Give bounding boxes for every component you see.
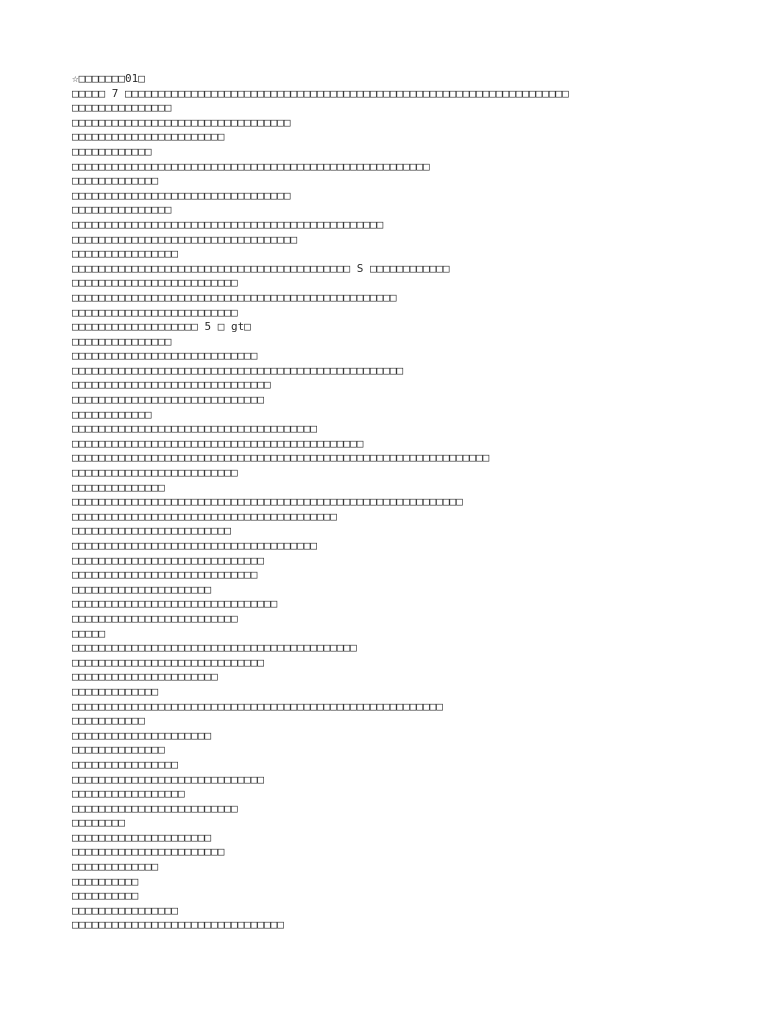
- text-line: □□□□□□□□□□□□□□□□□□□□□: [72, 830, 212, 844]
- text-line: □□□□□□□□□□□□□□□□□□□□□□□□□□□□□: [72, 655, 265, 669]
- text-line: □□□□□□□□□□□□□□□□□□□□□□□□□□□□□□□□□□□□□□□□□□□□□□□□□□□□□□□□□□□: [72, 495, 463, 509]
- text-line: □□□□□□□□□□□□: [72, 144, 152, 158]
- text-line: □□□□□□□□□□□□□□□□□□□□□□□□□□□□□□□□□: [72, 115, 291, 129]
- text-line: □□□□□□□□□□□□□□□: [72, 101, 172, 115]
- text-line: □□□□□□□□□□□□□□□□□□□ 5 □ gt□: [72, 320, 251, 334]
- text-line: □□□□□□□□□□□□□□□□□□□□□□□□□□□□□□□□□□□□□: [72, 539, 318, 552]
- text-line: □□□□□□□□□□□□□□□□□□□□□□□□□□□□□□□□□□□□□□□□□□□□□□□□□□□□□□: [72, 159, 430, 173]
- text-line: □□□□□□□□□□□□□□□□□□□□□□□□□: [72, 276, 238, 290]
- text-line: □□□□□□□□□□□□□□□□□□□□□□□□□□□□□□□□□□□□□□□□□□□□□□□□□□□□□□□□□□□□□□□: [72, 451, 490, 465]
- text-line: □□□□□□□□□□□□□□□□□□□□□□□: [72, 130, 225, 144]
- text-line: □□□□□□□□□□□□□□□□□□□□□□□□□□□□□□□: [72, 597, 278, 611]
- text-line: □□□□□□□□□□□□□□□□□□□□□□□□□□□□□: [72, 393, 265, 407]
- text-line: □□□□□□□□□□□□□□□□□□□□□□□□□□□□: [72, 349, 258, 363]
- text-line: □□□□□□□□□□□□□□□□□□□□□□□□□: [72, 466, 238, 480]
- text-line: □□□□□ 7 □□□□□□□□□□□□□□□□□□□□□□□□□□□□□□□□□□□□□□□□□□□□□□□□□□□□□□□□□□□□□□□□□□□: [72, 86, 569, 100]
- text-line: □□□□□□□□□□□□□□□□□□□□□□□□□□□□□: [72, 772, 265, 786]
- text-line: □□□□□□□□□□□□□□□□: [72, 903, 178, 917]
- text-line: □□□□□□□□□□□□□□□□□: [72, 787, 185, 801]
- text-line: □□□□□□□□□□□□□□□□□□□□□: [72, 582, 212, 596]
- text-line: □□□□□□□□□□□□□: [72, 860, 159, 874]
- text-line: □□□□□□□□□□□□□□□□□□□□□□□: [72, 845, 225, 859]
- text-line: □□□□□□□□□□□□□□□□□□□□□□□□□□□□□: [72, 553, 265, 567]
- text-line: □□□□□□□□□□□□□□□□: [72, 757, 178, 771]
- text-line: □□□□□□□□□□□□□□□□□□□□□□□□□: [72, 611, 238, 625]
- text-line: □□□□□□□□□□□□□□□□□□□□□□: [72, 670, 218, 684]
- text-line: □□□□□□□□□□□□□□□□□□□□□□□□: [72, 524, 231, 538]
- text-line: □□□□□□□□□□□□□□□□□□□□□□□□□: [72, 305, 238, 319]
- text-line: □□□□□□□□: [72, 816, 125, 830]
- text-line: □□□□□□□□□□□□□□□□□□□□□□□□□□□□□□□□□□□□□□□□□□□□□□□□□: [72, 290, 397, 304]
- text-line: □□□□□□□□□□□□□□□□□□□□□□□□□□□□□□□□□□□□□□□□□□□□□□□□□□□□□□□□: [72, 699, 443, 713]
- text-line: □□□□□□□□□□□: [72, 714, 145, 728]
- text-line: □□□□□□□□□□□□□□□□□□□□□□□□□□□□□□□□□□□□□□□□□□□□: [72, 436, 364, 450]
- text-line: □□□□□□□□□□□□□□□□: [72, 247, 178, 261]
- text-line: □□□□□□□□□□□□□□□□□□□□□□□□□□□□□□□□□□□□□□□□□□□: [72, 641, 357, 655]
- text-line: □□□□□□□□□□□□□□□: [72, 334, 172, 348]
- text-line: □□□□□□□□□□: [72, 889, 139, 903]
- text-line: □□□□□□□□□□□□□□□□□□□□□□□□□□□□: [72, 568, 258, 582]
- text-line: □□□□□□□□□□□□□□□□□□□□□□□□□□□□□□□□□□: [72, 232, 298, 246]
- text-line: □□□□□□□□□□□□□□□□□□□□□□□□□□□□□□□□□□□□□□□□□□ S □□□□□□□□□□□□: [72, 261, 450, 275]
- text-line: □□□□□□□□□□□□□□□□□□□□□□□□□□□□□□□□□□□□□□□□: [72, 509, 337, 523]
- text-line: □□□□□□□□□□□□□□□□□□□□□□□□□□□□□□□□□□□□□: [72, 422, 318, 436]
- text-line: □□□□□□□□□□□□: [72, 407, 152, 421]
- text-line: ☆□□□□□□□01□: [72, 72, 145, 85]
- text-line: □□□□□□□□□□□□□□□□□□□□□: [72, 728, 212, 742]
- text-line: □□□□□□□□□□□□□□□□□□□□□□□□□□□□□□□□□: [72, 188, 291, 202]
- text-line: □□□□□□□□□□□□□□: [72, 480, 165, 494]
- text-line: □□□□□□□□□□□□□: [72, 684, 159, 698]
- text-line: □□□□□□□□□□□□□: [72, 174, 159, 188]
- text-line: □□□□□□□□□□□□□□□□□□□□□□□□□□□□□□□□: [72, 918, 284, 932]
- text-line: □□□□□□□□□□□□□□: [72, 743, 165, 757]
- text-line: □□□□□: [72, 626, 106, 640]
- text-line: □□□□□□□□□□□□□□□□□□□□□□□□□□□□□□: [72, 378, 271, 392]
- document-page: [72, 72, 712, 933]
- text-line: □□□□□□□□□□: [72, 874, 139, 888]
- text-line: □□□□□□□□□□□□□□□□□□□□□□□□□□□□□□□□□□□□□□□□□□□□□□□□□□: [72, 363, 404, 377]
- text-line: □□□□□□□□□□□□□□□: [72, 203, 172, 217]
- text-line: □□□□□□□□□□□□□□□□□□□□□□□□□: [72, 801, 238, 815]
- text-line: □□□□□□□□□□□□□□□□□□□□□□□□□□□□□□□□□□□□□□□□□□□□□□□: [72, 217, 384, 231]
